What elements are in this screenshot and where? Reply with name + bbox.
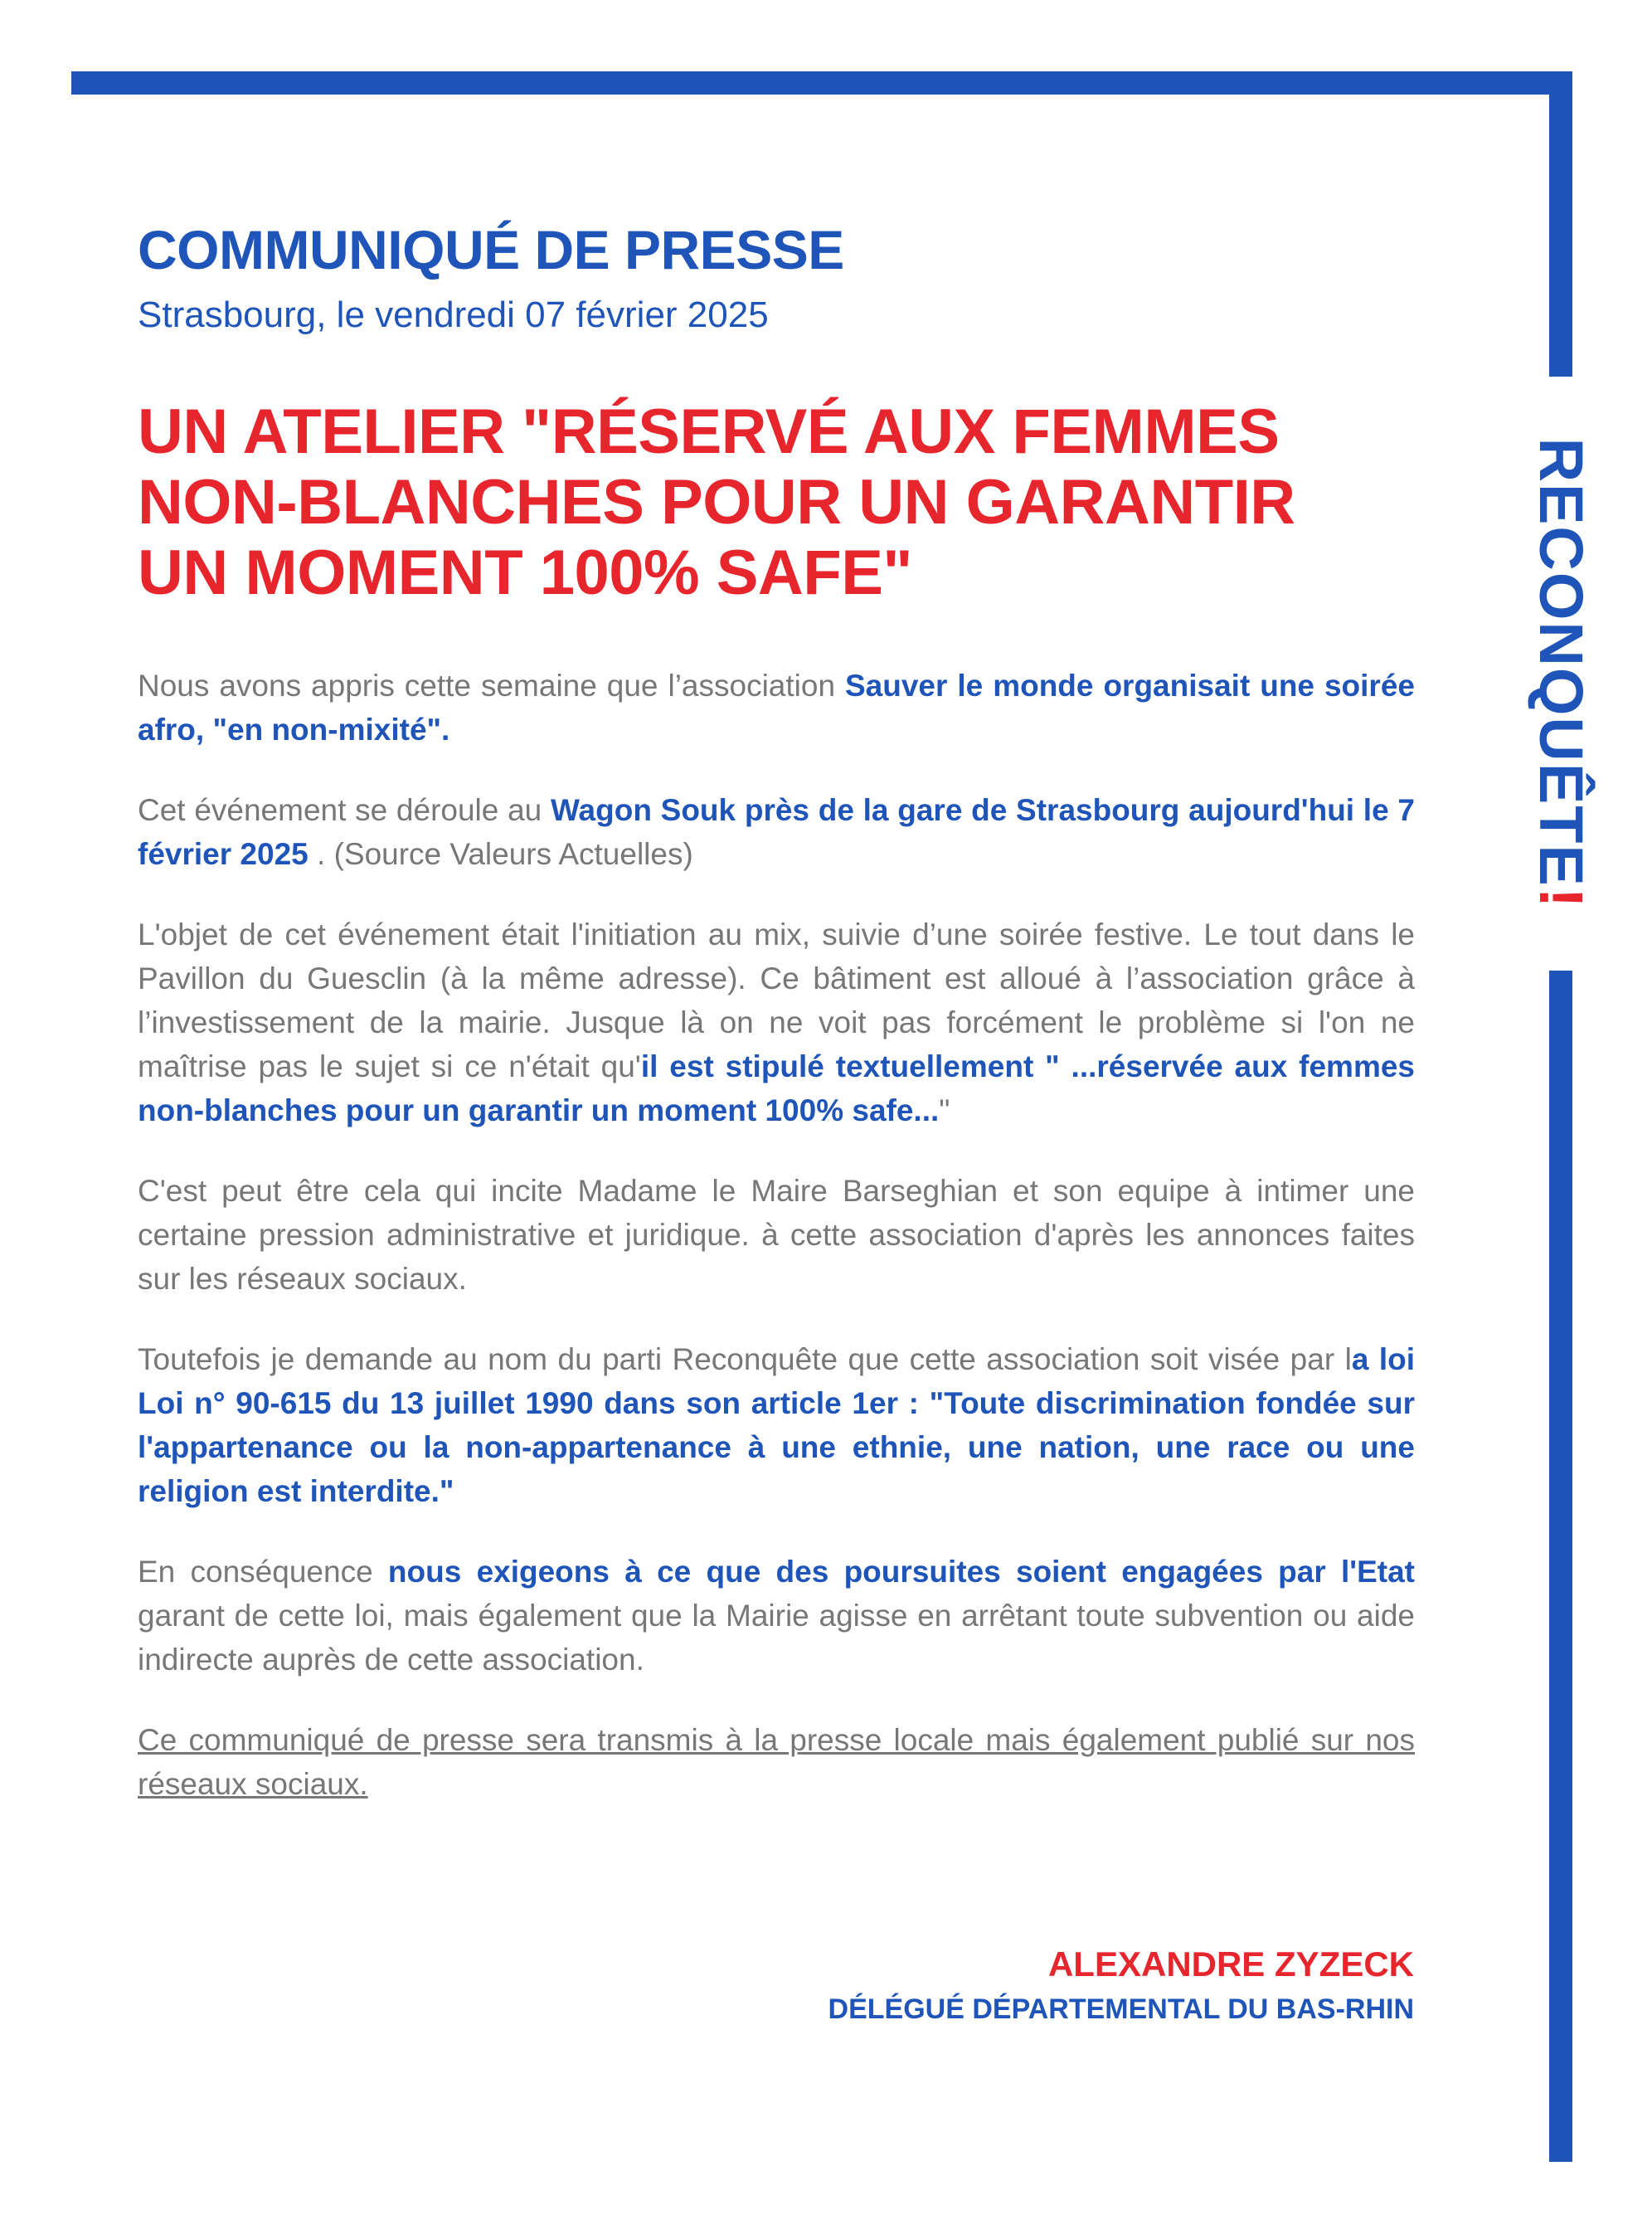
highlight: Sauver le monde organisait une soirée afro, "en non-mixité". — [138, 669, 1415, 747]
highlight: a loi Loi n° 90-615 du 13 juillet 1990 dans son article 1er : "Toute discrimination fondée sur l'appartenance ou la non-appartenance à une ethnie, une nation, une race ou une religion est interdite." — [138, 1342, 1415, 1508]
highlight: Wagon Souk près de la gare de Strasbourg aujourd'hui le 7 février 2025 — [138, 793, 1415, 871]
frame-top-bar — [71, 71, 1572, 95]
logo-text: RECONQUÊTE — [1527, 437, 1596, 888]
paragraph-5: Toutefois je demande au nom du parti Reconquête que cette association soit visée par la loi Loi n° 90-615 du 13 juillet 1990 dans son article 1er : "Toute discrimination fondée sur l'appartenance ou la non-appartenance à une ethnie, une nation, une race ou une religion est interdite." — [138, 1342, 1415, 1508]
press-release-title: COMMUNIQUÉ DE PRESSE — [138, 219, 844, 280]
headline-line-2: NON-BLANCHES POUR UN GARANTIR — [138, 467, 1295, 538]
headline-line-1: UN ATELIER "RÉSERVÉ AUX FEMMES — [138, 397, 1280, 467]
press-release-date: Strasbourg, le vendredi 07 février 2025 — [138, 294, 769, 335]
frame-right-bar-lower — [1549, 971, 1572, 2162]
headline-line-3: UN MOMENT 100% SAFE" — [138, 538, 912, 608]
paragraph-4: C'est peut être cela qui incite Madame le Maire Barseghian et son equipe à intimer une certaine pression administrative et juridique. à cette association d'après les annonces faites sur les réseaux sociaux. — [138, 1174, 1415, 1296]
logo-exclamation: ! — [1527, 887, 1596, 910]
frame-right-bar-upper — [1549, 71, 1572, 377]
paragraph-1: Nous avons appris cette semaine que l’association Sauver le monde organisait une soirée afro, "en non-mixité". — [138, 669, 1415, 747]
signature — [828, 1941, 1414, 2031]
highlight: nous exigeons à ce que des poursuites soient engagées par l'Etat — [387, 1555, 1416, 1589]
body-text — [138, 664, 1415, 1842]
closing-note: Ce communiqué de presse sera transmis à la presse locale mais également publié sur nos réseaux sociaux. — [138, 1723, 1415, 1801]
signatory-name: ALEXANDRE ZYZECK — [1047, 1945, 1414, 1983]
paragraph-6: En conséquence nous exigeons à ce que des poursuites soient engagées par l'Etat garant de cette loi, mais également que la Mairie agisse en arrêtant toute subvention ou aide indirecte auprès de cette association. — [138, 1555, 1416, 1677]
highlight: il est stipulé textuellement " ...réservée aux femmes non-blanches pour un garantir un moment 100% safe... — [138, 1049, 1415, 1127]
headline — [138, 397, 1448, 608]
paragraph-2: Cet événement se déroule au Wagon Souk près de la gare de Strasbourg aujourd'hui le 7 février 2025 . (Source Valeurs Actuelles) — [138, 793, 1415, 871]
signatory-role: DÉLÉGUÉ DÉPARTEMENTAL DU BAS-RHIN — [828, 1993, 1414, 2025]
paragraph-3: L'objet de cet événement était l'initiation au mix, suivie d’une soirée festive. Le tout dans le Pavillon du Guesclin (à la même adresse). Ce bâtiment est alloué à l’association grâce à l’investissement de la mairie. Jusque là on ne voit pas forcément le problème si l'on ne maîtrise pas le sujet si ce n'était qu'il est stipulé textuellement " ...réservée aux femmes non-blanches pour un garantir un moment 100% safe..." — [138, 918, 1415, 1127]
